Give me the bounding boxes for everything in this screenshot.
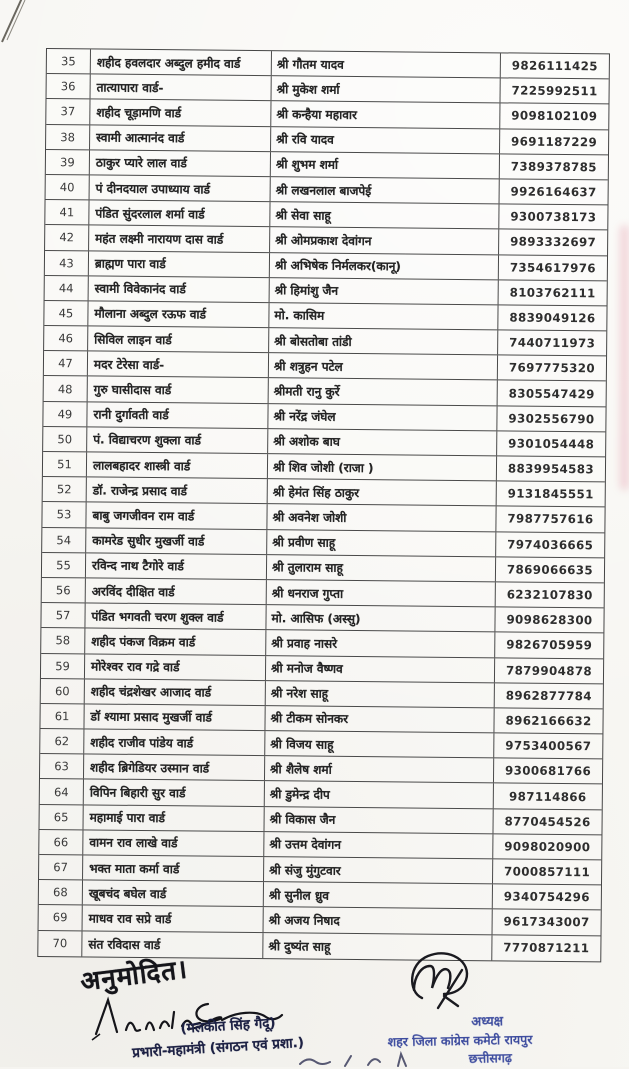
phone-number-cell: 8962877784 xyxy=(505,688,592,704)
ward-name-cell: शहीद राजीव पांडेय वार्ड xyxy=(84,729,265,755)
phone-number-cell: 7987757616 xyxy=(507,511,594,527)
member-name-cell: श्री शिव जोशी (राजा ) xyxy=(268,454,497,480)
serial-number-cell: 68 xyxy=(39,880,83,905)
ward-name-cell: स्वामी विवेकानंद वार्ड xyxy=(89,276,270,302)
serial-number-cell: 63 xyxy=(40,754,84,779)
member-name-cell: श्री विजय साहू xyxy=(265,731,494,757)
serial-number-cell: 54 xyxy=(42,528,86,553)
serial-number-cell: 67 xyxy=(39,855,83,880)
serial-number-cell: 43 xyxy=(45,251,89,276)
serial-number-cell: 44 xyxy=(45,276,89,301)
ward-name-cell: तात्यापारा वार्ड- xyxy=(91,75,272,101)
serial-number-cell: 70 xyxy=(38,931,82,957)
member-name-cell: श्री शैलेष शर्मा xyxy=(265,756,494,782)
serial-number-cell: 48 xyxy=(44,376,88,401)
phone-number-cell: 8962166632 xyxy=(505,713,592,729)
phone-number-cell: 7697775320 xyxy=(508,360,596,376)
ward-name-cell: खूबचंद बघेल वार्ड xyxy=(83,881,264,907)
member-name-cell: श्री धनराज गुप्ता xyxy=(267,580,496,606)
member-name-cell: श्री हेमंत सिंह ठाकुर xyxy=(268,479,497,505)
ward-name-cell: पं. विद्याचरण शुक्ला वार्ड xyxy=(87,427,268,453)
phone-number-cell: 6232107830 xyxy=(506,587,593,603)
ward-name-cell: पंडित भगवती चरण शुक्ल वार्ड xyxy=(85,604,266,630)
ward-name-cell: पंडित सुंदरलाल शर्मा वार्ड xyxy=(89,201,270,227)
member-name-cell: श्री गौतम यादव xyxy=(272,51,501,77)
ward-name-cell: सिविल लाइन वार्ड xyxy=(88,326,269,352)
member-name-cell: श्रीमती रानु कुर्रे xyxy=(269,379,498,405)
phone-number-cell: 7354617976 xyxy=(509,260,597,275)
phone-number-cell: 9301054448 xyxy=(508,436,595,452)
ward-name-cell: माधव राव सप्रे वार्ड xyxy=(83,906,264,932)
member-name-cell: श्री अजय निषाद xyxy=(264,908,493,934)
ward-name-cell: शहीद ब्रिगेडियर उस्मान वार्ड xyxy=(84,755,265,781)
serial-number-cell: 69 xyxy=(39,905,83,930)
phone-number-cell: 9617343007 xyxy=(503,914,590,930)
member-name-cell: श्री उत्तम देवांगन xyxy=(264,832,493,858)
phone-number-cell: 9098102109 xyxy=(511,108,598,124)
ward-name-cell: कामरेड सुधीर मुखर्जी वार्ड xyxy=(86,528,267,554)
stamp-title: अध्यक्ष xyxy=(471,1014,504,1030)
ward-name-cell: वामन राव लाखे वार्ड xyxy=(83,830,264,856)
serial-number-cell: 49 xyxy=(43,402,87,427)
serial-number-cell: 35 xyxy=(47,49,91,74)
serial-number-cell: 52 xyxy=(43,477,87,502)
stamp-line1: शहर जिला कांग्रेस कमेटी रायपुर xyxy=(387,1031,533,1050)
ward-name-cell: ठाकुर प्यारे लाल वार्ड xyxy=(90,150,271,176)
serial-number-cell: 42 xyxy=(45,225,89,250)
ward-name-cell: गुरु घासीदास वार्ड xyxy=(88,377,269,403)
phone-number-cell: 7974036665 xyxy=(507,537,594,552)
member-name-cell: मो. कासिम xyxy=(269,303,498,329)
ward-name-cell: मदर टेरेसा वार्ड- xyxy=(88,352,269,378)
member-name-cell: श्री लखनलाल बाजपेई xyxy=(271,177,500,203)
serial-number-cell: 66 xyxy=(39,830,83,855)
phone-number-cell: 9302556790 xyxy=(508,411,595,427)
ward-name-cell: संत रविदास वार्ड xyxy=(82,931,263,958)
ward-name-cell: ब्राह्मण पारा वार्ड xyxy=(89,251,270,277)
ward-name-cell: मौलाना अब्दुल रऊफ वार्ड xyxy=(88,301,269,327)
phone-number-cell: 7879904878 xyxy=(505,663,593,678)
ward-name-cell: शहीद पंकज विक्रम वार्ड xyxy=(85,629,266,655)
handwritten-approval-note: अनुमोदित। xyxy=(78,954,190,998)
member-name-cell: श्री हिमांशु जैन xyxy=(270,278,499,304)
ward-name-cell: बाबु जगजीवन राम वार्ड xyxy=(86,503,267,529)
ward-name-cell: डॉ. राजेन्द्र प्रसाद वार्ड xyxy=(87,478,268,504)
member-name-cell: श्री मुकेश शर्मा xyxy=(272,76,501,102)
phone-number-cell: 8839954583 xyxy=(507,461,595,477)
serial-number-cell: 53 xyxy=(42,502,86,527)
phone-number-cell: 8103762111 xyxy=(509,285,596,301)
signatory-name: (मलकीत सिंह गैदू) xyxy=(180,1015,277,1037)
member-name-cell: श्री प्रवाह नासरे xyxy=(266,630,495,656)
member-name-cell: श्री अवनेश जोशी xyxy=(267,505,496,531)
phone-number-cell: 7389378785 xyxy=(510,159,597,175)
serial-number-cell: 36 xyxy=(47,74,91,99)
member-name-cell: श्री शत्रुहन पटेल xyxy=(269,353,498,379)
phone-number-cell: 9691187229 xyxy=(511,134,598,149)
ward-roster-table xyxy=(37,48,610,962)
phone-number-cell: 7869066635 xyxy=(506,562,594,578)
serial-number-cell: 40 xyxy=(46,175,90,200)
serial-number-cell: 56 xyxy=(42,578,86,603)
serial-number-cell: 46 xyxy=(44,326,88,351)
member-name-cell: श्री टीकम सोनकर xyxy=(265,706,494,732)
member-name-cell: श्री सेवा साहू xyxy=(270,202,499,228)
member-name-cell: श्री नरेंद्र जंघेल xyxy=(268,404,497,430)
ward-name-cell: शहीद हवलदार अब्दुल हमीद वार्ड xyxy=(91,49,272,75)
member-name-cell: श्री बोसतोबा तांडी xyxy=(269,328,498,354)
page-corner-crease xyxy=(0,0,40,45)
member-name-cell: श्री नरेश साहू xyxy=(266,681,495,707)
member-name-cell: श्री कन्हैया महावार xyxy=(271,102,500,128)
member-name-cell: श्री अशोक बाघ xyxy=(268,429,497,455)
phone-number-cell: 9098628300 xyxy=(506,612,593,628)
member-name-cell: श्री विकास जैन xyxy=(264,807,493,833)
member-name-cell: श्री रवि यादव xyxy=(271,127,500,153)
serial-number-cell: 64 xyxy=(40,779,84,804)
serial-number-cell: 51 xyxy=(43,452,87,477)
serial-number-cell: 47 xyxy=(44,351,88,376)
serial-number-cell: 60 xyxy=(41,679,85,704)
ward-name-cell: अरविंद दीक्षित वार्ड xyxy=(86,578,267,604)
member-name-cell: श्री डुमेन्द्र दीप xyxy=(265,782,494,808)
ward-name-cell: शहीद चूड़ामणि वार्ड xyxy=(90,100,271,126)
phone-number-cell: 9131845551 xyxy=(507,486,594,502)
phone-number-cell: 9826111425 xyxy=(511,58,598,74)
phone-number-cell: 9098020900 xyxy=(504,839,591,855)
signatory-title: प्रभारी-महामंत्री (संगठन एवं प्रशा.) xyxy=(131,1034,305,1062)
phone-number-cell: 9753400567 xyxy=(505,738,592,754)
phone-number-cell: 7440711973 xyxy=(509,335,596,351)
phone-number-cell: 9300681766 xyxy=(504,763,592,779)
phone-number-cell: 8839049126 xyxy=(509,310,596,326)
serial-number-cell: 61 xyxy=(40,704,84,729)
serial-number-cell: 41 xyxy=(45,200,89,225)
member-name-cell: श्री अभिषेक निर्मलकर(कानू) xyxy=(270,253,499,279)
ward-name-cell: लालबहादर शास्त्री वार्ड xyxy=(87,452,268,478)
ward-name-cell: भक्त माता कर्मा वार्ड xyxy=(83,855,264,881)
serial-number-cell: 62 xyxy=(40,729,84,754)
phone-number-cell: 8770454526 xyxy=(504,814,591,829)
serial-number-cell: 38 xyxy=(46,125,90,150)
ward-name-cell: मोरेश्वर राव गद्रे वार्ड xyxy=(85,654,266,680)
ward-name-cell: महंत लक्ष्मी नारायण दास वार्ड xyxy=(89,226,270,252)
member-name-cell: श्री सुनील ध्रुव xyxy=(264,882,493,908)
serial-number-cell: 50 xyxy=(43,427,87,452)
member-name-cell: श्री दुष्यंत साहू xyxy=(263,933,492,960)
ward-name-cell: डॉ श्यामा प्रसाद मुखर्जी वार्ड xyxy=(84,704,265,730)
stamp-line2: छत्तीसगढ़ xyxy=(468,1050,513,1066)
phone-number-cell: 9893332697 xyxy=(510,234,597,250)
member-name-cell: श्री मनोज वैष्णव xyxy=(266,656,495,682)
ward-name-cell: रानी दुर्गावती वार्ड xyxy=(87,402,268,428)
ward-name-cell: स्वामी आत्मानंद वार्ड xyxy=(90,125,271,151)
serial-number-cell: 59 xyxy=(41,653,85,678)
phone-number-cell: 9340754296 xyxy=(503,889,590,905)
member-name-cell: श्री संजु मुंगुटवार xyxy=(264,857,493,883)
ward-name-cell: शहीद चंद्रशेखर आजाद वार्ड xyxy=(85,679,266,705)
phone-number-cell: 9300738173 xyxy=(510,209,597,225)
ward-name-cell: रविन्द नाथ टैगोरे वार्ड xyxy=(86,553,267,579)
member-name-cell: श्री शुभम शर्मा xyxy=(271,152,500,178)
serial-number-cell: 58 xyxy=(41,628,85,653)
phone-number-cell: 7000857111 xyxy=(504,864,591,880)
phone-number-cell: 9826705959 xyxy=(506,637,593,653)
serial-number-cell: 37 xyxy=(46,99,90,124)
cutoff-ink-strokes xyxy=(0,1042,629,1067)
phone-number-cell: 987114866 xyxy=(509,789,587,804)
ward-name-cell: पं दीनदयाल उपाध्याय वार्ड xyxy=(90,175,271,201)
phone-number-cell: 7770871211 xyxy=(503,940,590,956)
phone-number-cell: 8305547429 xyxy=(508,385,595,401)
ward-name-cell: महामाई पारा वार्ड xyxy=(84,805,265,831)
serial-number-cell: 57 xyxy=(41,603,85,628)
signature-circle xyxy=(392,950,492,1016)
member-name-cell: मो. आसिफ (अस्सु) xyxy=(266,605,495,631)
serial-number-cell: 45 xyxy=(44,301,88,326)
member-name-cell: श्री प्रवीण साहू xyxy=(267,530,496,556)
serial-number-cell: 39 xyxy=(46,150,90,175)
scan-smudge xyxy=(620,225,629,490)
serial-number-cell: 65 xyxy=(40,805,84,830)
member-name-cell: श्री ओमप्रकाश देवांगन xyxy=(270,227,499,253)
serial-number-cell: 55 xyxy=(42,553,86,578)
phone-number-cell: 9926164637 xyxy=(510,184,597,200)
ward-name-cell: विपिन बिहारी सुर वार्ड xyxy=(84,780,265,806)
phone-number-cell: 7225992511 xyxy=(511,83,598,99)
member-name-cell: श्री तुलाराम साहू xyxy=(267,555,496,581)
